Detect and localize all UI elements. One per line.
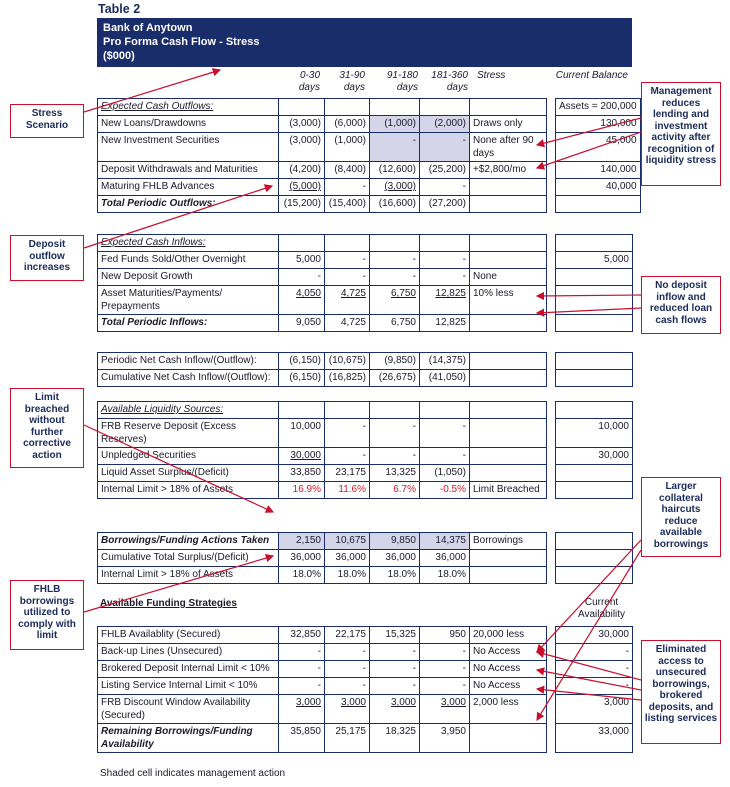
table-cell: 18,325 xyxy=(370,724,420,753)
table-cell: - xyxy=(420,252,470,269)
table-cell: 36,000 xyxy=(420,550,470,567)
table-cell xyxy=(556,315,633,332)
table-cell: FHLB Availablity (Secured) xyxy=(98,627,279,644)
table-cell xyxy=(470,353,547,370)
table-cell xyxy=(556,482,633,499)
table-cell: 22,175 xyxy=(325,627,370,644)
table-cell: - xyxy=(325,419,370,448)
table-cell xyxy=(547,448,556,465)
table-row xyxy=(98,661,633,678)
outflows-table xyxy=(97,98,641,213)
table-cell: 3,000 xyxy=(370,695,420,724)
table-cell: 18.0% xyxy=(370,567,420,584)
table-cell xyxy=(470,724,547,753)
table-cell xyxy=(547,550,556,567)
table-row xyxy=(98,252,633,269)
table-cell xyxy=(470,465,547,482)
table-cell: (16,600) xyxy=(370,196,420,213)
table-cell: Maturing FHLB Advances xyxy=(98,179,279,196)
table-cell: (1,050) xyxy=(420,465,470,482)
table-cell: - xyxy=(279,269,325,286)
table-cell: (14,375) xyxy=(420,353,470,370)
table-cell xyxy=(470,402,547,419)
table-cell: Cumulative Total Surplus/(Deficit) xyxy=(98,550,279,567)
table-cell xyxy=(470,315,547,332)
table-cell: - xyxy=(325,448,370,465)
table-cell: (41,050) xyxy=(420,370,470,387)
table-cell: (10,675) xyxy=(325,353,370,370)
table-cell: 23,175 xyxy=(325,465,370,482)
table-cell: 45,000 xyxy=(556,133,641,162)
table-cell xyxy=(547,162,556,179)
table-cell: - xyxy=(325,252,370,269)
table-cell: - xyxy=(279,644,325,661)
table-cell: Limit Breached xyxy=(470,482,547,499)
table-cell: - xyxy=(420,661,470,678)
table-cell xyxy=(547,252,556,269)
table-cell xyxy=(556,550,633,567)
table-cell xyxy=(547,235,556,252)
table-cell: No Access xyxy=(470,678,547,695)
table-cell: (16,825) xyxy=(325,370,370,387)
callout-fhlb-borrowings: FHLB borrowings utilized to comply with limit xyxy=(10,580,84,650)
table-cell: Periodic Net Cash Inflow/(Outflow): xyxy=(98,353,279,370)
table-cell: - xyxy=(370,269,420,286)
table-row xyxy=(98,235,633,252)
table-row xyxy=(98,162,641,179)
table-cell: 13,325 xyxy=(370,465,420,482)
callout-management-reduces: Management reduces lending and investment activity after recognition of liquidity stress xyxy=(641,82,721,186)
report-title: Pro Forma Cash Flow - Stress xyxy=(103,36,260,48)
table-cell xyxy=(547,678,556,695)
table-cell xyxy=(547,465,556,482)
table-row xyxy=(98,370,633,387)
table-cell xyxy=(556,567,633,584)
funding-table xyxy=(97,626,633,753)
col-0-30-head: 0-30 days xyxy=(298,70,320,93)
table-cell xyxy=(547,353,556,370)
table-cell: (1,000) xyxy=(370,116,420,133)
table-cell: 36,000 xyxy=(279,550,325,567)
table-row xyxy=(98,179,641,196)
table-cell: Remaining Borrowings/Funding Availability xyxy=(98,724,279,753)
table-cell xyxy=(370,235,420,252)
table-cell: (3,000) xyxy=(279,133,325,162)
table-cell xyxy=(420,99,470,116)
callout-larger-haircuts: Larger collateral haircuts reduce available borrowings xyxy=(641,477,721,557)
table-cell: - xyxy=(325,661,370,678)
table-cell xyxy=(325,235,370,252)
table-cell: No Access xyxy=(470,644,547,661)
table-cell: - xyxy=(325,644,370,661)
table-cell: 40,000 xyxy=(556,179,641,196)
table-cell: 4,725 xyxy=(325,315,370,332)
table-cell: Fed Funds Sold/Other Overnight xyxy=(98,252,279,269)
table-cell: Borrowings/Funding Actions Taken xyxy=(98,533,279,550)
table-cell: 18.0% xyxy=(420,567,470,584)
table-cell xyxy=(470,252,547,269)
table-cell: - xyxy=(420,448,470,465)
table-row xyxy=(98,116,641,133)
table-cell: Brokered Deposit Internal Limit < 10% xyxy=(98,661,279,678)
table-cell: (5,000) xyxy=(279,179,325,196)
table-cell: - xyxy=(420,179,470,196)
table-cell: 15,325 xyxy=(370,627,420,644)
table-cell: Borrowings xyxy=(470,533,547,550)
table-cell: (15,200) xyxy=(279,196,325,213)
table-cell: 10,675 xyxy=(325,533,370,550)
table-row xyxy=(98,133,641,162)
table-cell xyxy=(547,695,556,724)
inflows-table xyxy=(97,234,633,332)
table-cell xyxy=(547,533,556,550)
table-cell xyxy=(547,133,556,162)
assets-note: Assets = 200,000 xyxy=(556,99,641,116)
table-cell xyxy=(547,567,556,584)
table-cell: 36,000 xyxy=(370,550,420,567)
table-cell: 9,050 xyxy=(279,315,325,332)
table-cell: - xyxy=(556,661,633,678)
current-availability-head: Current Availability xyxy=(578,597,626,620)
table-cell: Back-up Lines (Unsecured) xyxy=(98,644,279,661)
table-cell xyxy=(547,370,556,387)
table-cell: Listing Service Internal Limit < 10% xyxy=(98,678,279,695)
table-cell: +$2,800/mo xyxy=(470,162,547,179)
table-row xyxy=(98,627,633,644)
table-cell: 32,850 xyxy=(279,627,325,644)
table-cell: - xyxy=(420,269,470,286)
table-cell xyxy=(470,419,547,448)
table-row xyxy=(98,196,641,213)
table-cell: Deposit Withdrawals and Maturities xyxy=(98,162,279,179)
table-cell xyxy=(370,402,420,419)
table-row xyxy=(98,550,633,567)
table-cell xyxy=(420,235,470,252)
table-cell: - xyxy=(370,419,420,448)
table-cell xyxy=(547,99,556,116)
table-cell: Internal Limit > 18% of Assets xyxy=(98,482,279,499)
table-cell: (6,000) xyxy=(325,116,370,133)
liquidity-table xyxy=(97,401,633,499)
table-cell: - xyxy=(420,644,470,661)
table-cell xyxy=(547,661,556,678)
table-cell: 12,825 xyxy=(420,286,470,315)
liquidity-heading: Available Liquidity Sources: xyxy=(98,402,279,419)
footnote: Shaded cell indicates management action xyxy=(100,768,286,779)
table-cell: (2,000) xyxy=(420,116,470,133)
table-cell: 10,000 xyxy=(279,419,325,448)
table-cell xyxy=(556,235,633,252)
table-cell: 130,000 xyxy=(556,116,641,133)
table-cell: 6,750 xyxy=(370,315,420,332)
table-cell xyxy=(547,724,556,753)
table-cell: - xyxy=(279,678,325,695)
table-cell: No Access xyxy=(470,661,547,678)
table-cell: 3,000 xyxy=(556,695,633,724)
table-header xyxy=(97,18,632,67)
table-cell: FRB Discount Window Availability (Secured) xyxy=(98,695,279,724)
table-cell: (15,400) xyxy=(325,196,370,213)
table-cell: 10,000 xyxy=(556,419,633,448)
table-row xyxy=(98,644,633,661)
table-row xyxy=(98,419,633,448)
table-cell xyxy=(470,179,547,196)
table-cell xyxy=(547,269,556,286)
table-cell: - xyxy=(370,252,420,269)
table-cell xyxy=(420,402,470,419)
table-cell xyxy=(547,315,556,332)
table-row xyxy=(98,695,633,724)
callout-deposit-outflow: Deposit outflow increases xyxy=(10,235,84,281)
table-cell xyxy=(547,482,556,499)
table-cell: Total Periodic Outflows: xyxy=(98,196,279,213)
table-cell: (8,400) xyxy=(325,162,370,179)
table-cell: 18.0% xyxy=(279,567,325,584)
table-cell xyxy=(547,644,556,661)
table-cell xyxy=(556,269,633,286)
table-cell: - xyxy=(556,678,633,695)
table-cell: New Investment Securities xyxy=(98,133,279,162)
table-cell xyxy=(556,196,641,213)
table-cell xyxy=(470,370,547,387)
table-cell: 30,000 xyxy=(279,448,325,465)
table-cell: 950 xyxy=(420,627,470,644)
table-cell xyxy=(556,465,633,482)
table-cell: 3,000 xyxy=(420,695,470,724)
table-cell xyxy=(470,196,547,213)
table-cell xyxy=(370,99,420,116)
table-cell: - xyxy=(279,661,325,678)
table-cell: Liquid Asset Surplus/(Deficit) xyxy=(98,465,279,482)
table-cell: 6.7% xyxy=(370,482,420,499)
table-row xyxy=(98,353,633,370)
table-cell: (6,150) xyxy=(279,353,325,370)
table-cell: - xyxy=(370,678,420,695)
table-cell: 36,000 xyxy=(325,550,370,567)
col-31-90-head: 31-90 days xyxy=(339,70,365,93)
table-cell: 10% less xyxy=(470,286,547,315)
table-cell xyxy=(470,235,547,252)
table-cell xyxy=(470,448,547,465)
net-table xyxy=(97,352,633,387)
table-row xyxy=(98,315,633,332)
table-cell: - xyxy=(556,644,633,661)
table-cell: Internal Limit > 18% of Assets xyxy=(98,567,279,584)
table-cell xyxy=(547,419,556,448)
callout-limit-breached: Limit breached without further corrective action xyxy=(10,388,84,468)
table-cell: 4,725 xyxy=(325,286,370,315)
inflows-heading: Expected Cash Inflows: xyxy=(98,235,279,252)
table-cell xyxy=(547,196,556,213)
table-cell: - xyxy=(325,678,370,695)
table-cell: Total Periodic Inflows: xyxy=(98,315,279,332)
table-cell: (26,675) xyxy=(370,370,420,387)
table-cell xyxy=(470,567,547,584)
table-cell: 33,850 xyxy=(279,465,325,482)
table-cell: 5,000 xyxy=(556,252,633,269)
table-cell xyxy=(470,550,547,567)
table-row xyxy=(98,402,633,419)
table-row xyxy=(98,269,633,286)
table-cell xyxy=(279,99,325,116)
table-row xyxy=(98,724,633,753)
table-cell xyxy=(279,402,325,419)
table-cell: (6,150) xyxy=(279,370,325,387)
table-cell: - xyxy=(420,419,470,448)
bank-name: Bank of Anytown xyxy=(103,22,193,34)
table-cell: 16.9% xyxy=(279,482,325,499)
table-cell: Unpledged Securities xyxy=(98,448,279,465)
table-row xyxy=(98,533,633,550)
table-cell: Draws only xyxy=(470,116,547,133)
table-cell: 14,375 xyxy=(420,533,470,550)
table-cell: (9,850) xyxy=(370,353,420,370)
table-cell: 2,150 xyxy=(279,533,325,550)
table-row xyxy=(98,465,633,482)
table-row xyxy=(98,678,633,695)
table-cell: Cumulative Net Cash Inflow/(Outflow): xyxy=(98,370,279,387)
outflows-heading: Expected Cash Outflows: xyxy=(98,99,279,116)
table-cell: 3,000 xyxy=(325,695,370,724)
table-cell xyxy=(279,235,325,252)
table-cell: 9,850 xyxy=(370,533,420,550)
table-cell: FRB Reserve Deposit (Excess Reserves) xyxy=(98,419,279,448)
table-cell: 3,000 xyxy=(279,695,325,724)
table-cell: None xyxy=(470,269,547,286)
table-cell: (25,200) xyxy=(420,162,470,179)
units: ($000) xyxy=(103,50,135,62)
table-cell: 12,825 xyxy=(420,315,470,332)
borrowings-table xyxy=(97,532,633,584)
funding-heading: Available Funding Strategies xyxy=(100,598,237,609)
table-cell: 140,000 xyxy=(556,162,641,179)
table-row xyxy=(98,567,633,584)
table-cell: (27,200) xyxy=(420,196,470,213)
table-cell: - xyxy=(370,644,420,661)
table-cell: -0.5% xyxy=(420,482,470,499)
table-cell: (3,000) xyxy=(279,116,325,133)
table-cell xyxy=(556,353,633,370)
table-row xyxy=(98,482,633,499)
table-cell: 35,850 xyxy=(279,724,325,753)
table-row xyxy=(98,448,633,465)
table-cell: 33,000 xyxy=(556,724,633,753)
table-cell: 11.6% xyxy=(325,482,370,499)
table-cell xyxy=(556,286,633,315)
table-cell: - xyxy=(420,678,470,695)
table-cell: - xyxy=(370,133,420,162)
col-balance-head: Current Balance xyxy=(555,70,628,81)
table-cell: (1,000) xyxy=(325,133,370,162)
col-91-180-head: 91-180 days xyxy=(386,70,418,93)
table-cell: None after 90 days xyxy=(470,133,547,162)
table-cell: - xyxy=(370,448,420,465)
col-181-360-head: 181-360 days xyxy=(431,70,468,93)
table-cell: 2,000 less xyxy=(470,695,547,724)
table-cell: (4,200) xyxy=(279,162,325,179)
table-cell xyxy=(547,402,556,419)
table-cell xyxy=(547,116,556,133)
callout-stress-scenario: Stress Scenario xyxy=(10,104,84,138)
table-cell xyxy=(325,402,370,419)
table-label: Table 2 xyxy=(98,2,141,16)
table-cell: 30,000 xyxy=(556,627,633,644)
table-cell: 5,000 xyxy=(279,252,325,269)
table-cell xyxy=(325,99,370,116)
table-cell: 4,050 xyxy=(279,286,325,315)
table-cell: Asset Maturities/Payments/ Prepayments xyxy=(98,286,279,315)
callout-eliminated-access: Eliminated access to unsecured borrowings, brokered deposits, and listing services xyxy=(641,640,721,744)
table-cell: 3,950 xyxy=(420,724,470,753)
table-cell xyxy=(470,99,547,116)
table-row xyxy=(98,99,641,116)
table-cell: New Deposit Growth xyxy=(98,269,279,286)
table-cell: 20,000 less xyxy=(470,627,547,644)
table-cell: 18.0% xyxy=(325,567,370,584)
table-cell: (3,000) xyxy=(370,179,420,196)
table-cell: 30,000 xyxy=(556,448,633,465)
table-cell: - xyxy=(370,661,420,678)
table-row xyxy=(98,286,633,315)
table-cell xyxy=(547,627,556,644)
table-cell xyxy=(547,286,556,315)
table-cell: 6,750 xyxy=(370,286,420,315)
table-cell xyxy=(556,402,633,419)
table-cell xyxy=(556,370,633,387)
table-cell xyxy=(556,533,633,550)
table-cell: New Loans/Drawdowns xyxy=(98,116,279,133)
table-cell: - xyxy=(325,269,370,286)
table-cell: (12,600) xyxy=(370,162,420,179)
table-cell: 25,175 xyxy=(325,724,370,753)
table-cell: - xyxy=(325,179,370,196)
table-cell xyxy=(547,179,556,196)
table-cell: - xyxy=(420,133,470,162)
col-stress-head: Stress xyxy=(477,70,506,81)
callout-no-deposit-inflow: No deposit inflow and reduced loan cash flows xyxy=(641,276,721,334)
